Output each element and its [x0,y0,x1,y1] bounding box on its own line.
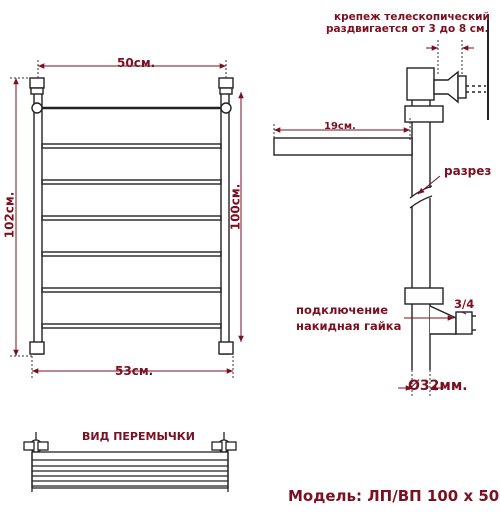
bottom-view-title: ВИД ПЕРЕМЫЧКИ [82,430,195,443]
outer-height-label: 102см. [2,191,17,239]
connection-line1: подключение [296,303,389,317]
bottom-width-label: 53см. [115,364,154,378]
model-label: Модель: ЛП/ВП 100 x 50 [288,487,500,505]
diameter-label: Ø32мм. [408,378,468,394]
rungs [42,144,221,328]
mount-note-line1: крепеж телескопический [334,11,490,23]
thread-label: 3/4 [454,297,475,311]
cut-label: разрез [444,164,492,178]
depth-label: 19см. [324,121,356,132]
left-top-fitting [30,78,44,88]
connection-line2: накидная гайка [296,319,402,333]
right-bottom-fitting [219,342,233,354]
side-view [274,20,488,370]
left-bottom-fitting [30,342,44,354]
mount-note-line2: раздвигается от 3 до 8 см. [326,23,489,35]
top-width-label: 50см. [117,56,156,70]
front-view [30,78,233,354]
inner-height-label: 100см. [228,183,243,231]
left-rail [34,92,42,354]
right-top-fitting [219,78,233,88]
